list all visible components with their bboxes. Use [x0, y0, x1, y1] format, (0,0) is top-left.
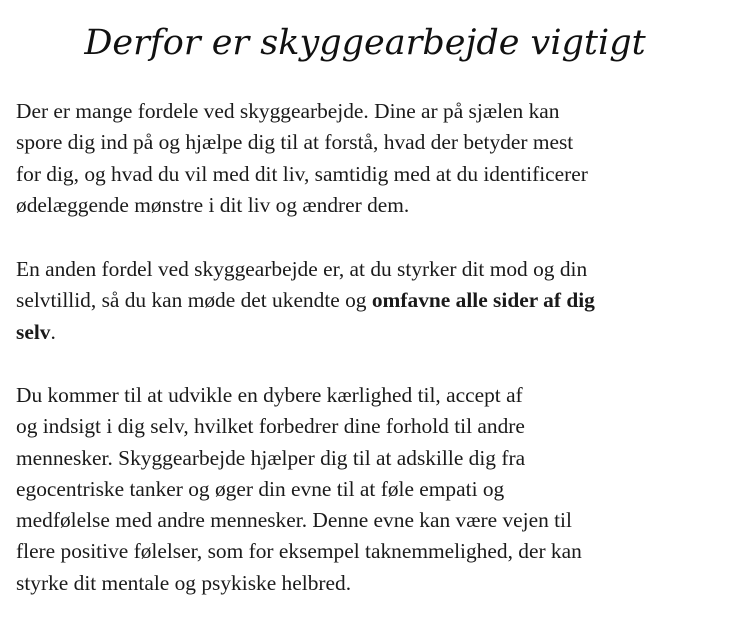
- text-line: flere positive følelser, som for eksempel taknemmelighed, der kan: [16, 539, 582, 564]
- emphasis-text: selv: [16, 319, 51, 344]
- text-line: for dig, og hvad du vil med dit liv, samtidig med at du identificerer: [16, 161, 588, 186]
- text-line: styrke dit mentale og psykiske helbred.: [16, 570, 352, 595]
- text-line: mennesker. Skyggearbejde hjælper dig til at adskille dig fra: [16, 445, 526, 470]
- text-line: egocentriske tanker og øger din evne til at føle empati og: [16, 476, 505, 501]
- paragraph-courage: [16, 254, 722, 348]
- text-line: En anden fordel ved skyggearbejde er, at du styrker dit mod og din: [16, 257, 588, 281]
- text-plain: .: [50, 319, 56, 344]
- paragraph-benefits: [16, 96, 722, 221]
- text-line: og indsigt i dig selv, hvilket forbedrer dine forhold til andre: [16, 414, 525, 439]
- text-line: ødelæggende mønstre i dit liv og ændrer dem.: [16, 192, 410, 217]
- text-line: spore dig ind på og hjælpe dig til at forstå, hvad der betyder mest: [16, 130, 574, 155]
- emphasis-text: omfavne alle sider af dig: [371, 288, 595, 313]
- article-title: Derfor er skyggearbejde vigtigt: [84, 23, 646, 63]
- text-line: [16, 285, 722, 316]
- text-line: medfølelse med andre mennesker. Denne evne kan være vejen til: [16, 508, 572, 533]
- text-plain: selvtillid, så du kan møde det ukendte og: [16, 288, 372, 313]
- text-line: Du kommer til at udvikle en dybere kærlighed til, accept af: [16, 383, 523, 407]
- text-line: Der er mange fordele ved skyggearbejde. Dine ar på sjælen kan: [16, 99, 560, 123]
- text-line: [16, 317, 722, 348]
- paragraph-empathy: [16, 380, 722, 599]
